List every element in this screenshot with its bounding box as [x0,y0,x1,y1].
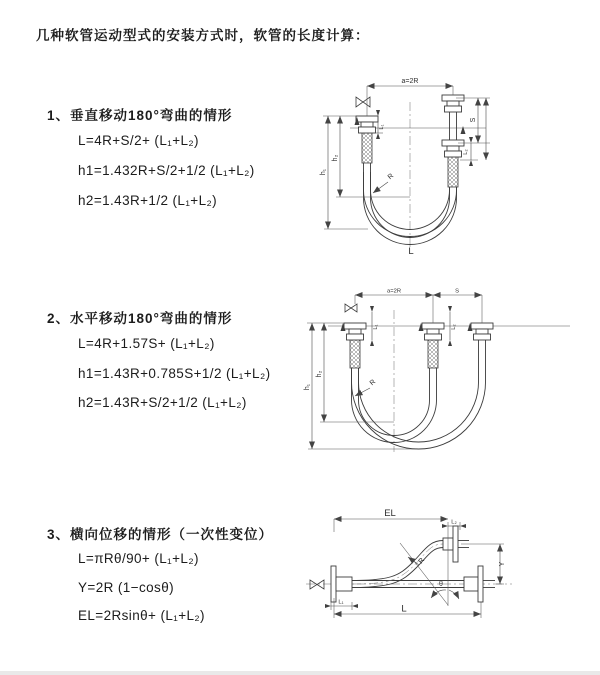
diagram-lateral-displacement [298,502,598,647]
dim-label-l2: L₂ [451,519,457,526]
valve-icon [345,304,357,312]
dim-label-l1: L₁ [379,124,385,130]
braid-left [362,133,372,163]
section-1-formula-h1: h1=1.432R+S/2+1/2 (L₁+L₂) [78,163,255,178]
dim-label-l2: L₂ [451,324,457,330]
theta-arc-right [449,590,459,599]
section-2-heading: 2、水平移动180°弯曲的情形 [47,311,233,326]
dim-label-a2r: a=2R [401,78,419,85]
section-2-formula-h2: h2=1.43R+S/2+1/2 (L₁+L₂) [78,395,247,410]
fitting-right-lower [442,140,464,157]
diagram-vertical-180-bend [310,72,590,262]
movement-arrow-right [461,126,466,134]
fitting-middle [422,323,444,340]
page-title: 几种软管运动型式的安装方式时，软管的长度计算： [36,28,370,43]
section-3-heading: 3、横向位移的情形（一次性变位） [47,527,274,542]
dim-label-r: R [386,172,396,182]
fitting-right [471,323,493,340]
braid-middle [428,340,438,368]
section-1-heading: 1、垂直移动180°弯曲的情形 [47,108,233,123]
dim-label-h1: h₁ [320,168,327,176]
flange-left [331,566,352,602]
dim-label-l1: L₁ [373,324,379,330]
hose-u-curves [352,340,486,449]
dim-label-el: EL [384,508,396,519]
dim-label-h1: h₁ [304,383,311,391]
diagram-horizontal-180-bend [298,282,598,477]
dim-label-a2r: a=2R [386,288,402,295]
section-2-formula-h1: h1=1.43R+0.785S+1/2 (L₁+L₂) [78,366,271,381]
fitting-right-upper [442,95,464,112]
dim-label-r: R [368,378,378,388]
section-3-formula-el: EL=2Rsinθ+ (L₁+L₂) [78,608,205,623]
valve-icon [310,580,324,589]
dim-label-bottom-l: L [408,246,414,257]
dim-label-l2: L₂ [463,149,469,155]
scan-edge [0,671,600,675]
valve-icon [356,97,370,107]
section-2-formula-l: L=4R+1.57S+ (L₁+L₂) [78,336,215,351]
theta-arc-left [431,590,446,598]
radius-diagonal [400,543,448,605]
dim-label-theta: θ [439,581,443,588]
dim-label-h2: h₂ [316,370,323,378]
dim-label-s: S [470,117,477,123]
dim-label-y: Y [499,561,506,567]
fitting-left [344,323,366,340]
section-1-formula-h2: h2=1.43R+1/2 (L₁+L₂) [78,193,218,208]
section-3-formula-l: L=πRθ/90+ (L₁+L₂) [78,551,199,566]
dim-label-bottom-l: L [401,603,407,615]
dim-label-r: R [417,556,427,566]
dim-label-s: S [455,288,459,295]
dim-label-h2: h₂ [332,154,339,162]
r-leader-line [355,388,370,396]
section-1-formula-l: L=4R+S/2+ (L₁+L₂) [78,133,199,148]
dim-label-l1: L₁ [338,599,344,606]
flange-right-lower [464,566,495,602]
section-3-formula-y: Y=2R (1−cosθ) [78,580,174,595]
r-leader-line [373,182,388,193]
braid-right [448,157,458,187]
braid-left [350,340,360,368]
